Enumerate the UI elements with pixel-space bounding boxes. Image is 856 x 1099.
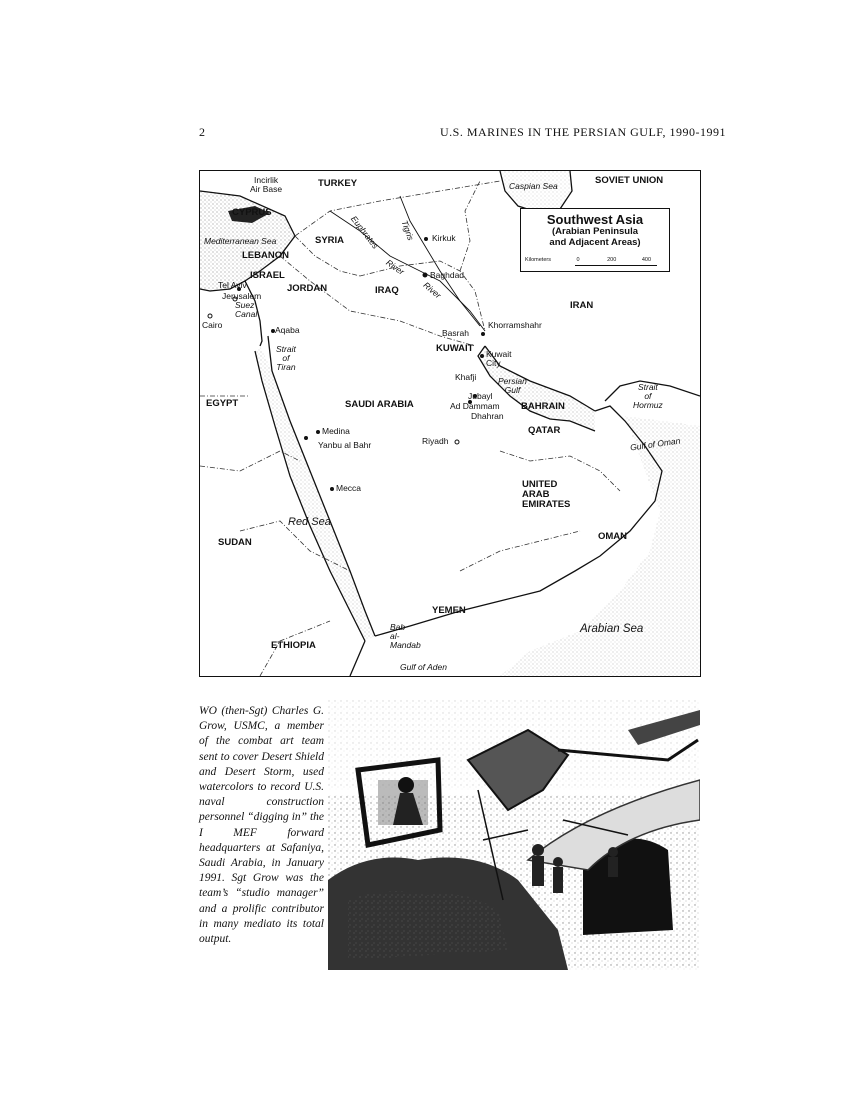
label-khafji: Khafji bbox=[455, 372, 477, 382]
scale-bar bbox=[575, 265, 657, 266]
legend-scale bbox=[525, 257, 651, 263]
southwest-asia-map bbox=[199, 170, 701, 677]
label-yanbu: Yanbu al Bahr bbox=[318, 440, 372, 450]
scale-0: 0 bbox=[576, 257, 580, 263]
label-kuwait: KUWAIT bbox=[436, 343, 474, 354]
label-cairo: Cairo bbox=[202, 320, 223, 330]
legend-title: Southwest Asia bbox=[546, 212, 644, 227]
label-ethiopia: ETHIOPIA bbox=[271, 640, 316, 651]
label-mecca: Mecca bbox=[336, 483, 362, 493]
label-egypt: EGYPT bbox=[206, 398, 239, 409]
label-khorramshahr: Khorramshahr bbox=[488, 320, 542, 330]
label-strait-of-tiran: Strait of Tiran bbox=[276, 344, 296, 372]
running-title: U.S. MARINES IN THE PERSIAN GULF, 1990-1991 bbox=[440, 125, 726, 139]
label-bahrain: BAHRAIN bbox=[521, 401, 565, 412]
label-persian-gulf: Persian Gulf bbox=[498, 376, 527, 395]
label-aqaba: Aqaba bbox=[275, 325, 300, 335]
label-arabian-sea: Arabian Sea bbox=[580, 623, 644, 635]
label-ad-dammam: Ad Dammam bbox=[450, 401, 500, 411]
scale-label: Kilometers bbox=[525, 257, 551, 263]
label-soviet-union: SOVIET UNION bbox=[595, 175, 664, 186]
label-jubayl: Jubayl bbox=[468, 391, 493, 401]
label-israel: ISRAEL bbox=[250, 270, 285, 281]
label-euphrates-river: River bbox=[384, 257, 407, 277]
label-jordan: JORDAN bbox=[287, 283, 328, 294]
label-cyprus: CYPRUS bbox=[232, 207, 272, 218]
label-caspian-sea: Caspian Sea bbox=[509, 181, 558, 191]
label-iran: IRAN bbox=[570, 300, 594, 311]
label-basrah: Basrah bbox=[442, 328, 469, 338]
label-gulf-of-oman: Gulf of Oman bbox=[629, 435, 681, 453]
label-incirlik: Incirlik Air Base bbox=[250, 175, 283, 194]
label-tigris-river: River bbox=[421, 279, 444, 301]
label-baghdad: Baghdad bbox=[430, 270, 465, 280]
label-saudi-arabia: SAUDI ARABIA bbox=[345, 399, 414, 410]
label-gulf-of-aden: Gulf of Aden bbox=[400, 662, 447, 672]
label-riyadh: Riyadh bbox=[422, 436, 449, 446]
page-number: 2 bbox=[199, 125, 205, 139]
label-turkey: TURKEY bbox=[318, 178, 358, 189]
label-oman: OMAN bbox=[598, 531, 628, 542]
scale-200: 200 bbox=[607, 257, 617, 263]
label-euphrates: Euphrates bbox=[348, 213, 381, 251]
legend-subtitle-1: (Arabian Peninsula bbox=[551, 226, 639, 237]
scale-400: 400 bbox=[641, 257, 652, 263]
label-suez-canal: Suez Canal bbox=[235, 300, 258, 319]
label-strait-of-hormuz: Strait of Hormuz bbox=[633, 382, 663, 410]
label-jerusalem: Jerusalem bbox=[222, 291, 262, 301]
label-uae: UNITED ARAB EMIRATES bbox=[522, 479, 571, 510]
label-iraq: IRAQ bbox=[375, 285, 399, 296]
label-kuwait-city: Kuwait City bbox=[486, 349, 512, 368]
label-syria: SYRIA bbox=[315, 235, 345, 246]
label-kirkuk: Kirkuk bbox=[432, 233, 456, 243]
label-tel-aviv: Tel Aviv bbox=[218, 280, 247, 290]
label-mediterranean: Mediterranean Sea bbox=[204, 236, 277, 246]
label-medina: Medina bbox=[322, 426, 350, 436]
label-dhahran: Dhahran bbox=[471, 411, 504, 421]
label-yemen: YEMEN bbox=[432, 605, 466, 616]
label-qatar: QATAR bbox=[528, 425, 561, 436]
map-legend bbox=[520, 208, 670, 272]
label-bab-al-mandab: Bab al- Mandab bbox=[390, 622, 421, 650]
combat-art-illustration bbox=[328, 700, 700, 970]
label-lebanon: LEBANON bbox=[242, 250, 289, 261]
label-sudan: SUDAN bbox=[218, 537, 252, 548]
label-tigris: Tigris bbox=[399, 218, 417, 242]
legend-subtitle-2: and Adjacent Areas) bbox=[549, 236, 641, 248]
label-red-sea: Red Sea bbox=[288, 516, 331, 528]
watercolor-artwork bbox=[328, 700, 700, 970]
photo-caption: WO (then-Sgt) Charles G. Grow, USMC, a member of the combat art team sent to cover Desert Shield and Desert Storm, used watercolors to record U.S. naval construction personnel “digging in” the I MEF forward headquarters at Safaniya, Saudi Arabia, in January 1991. Sgt Grow was the team’s “studio manager” and a prolific contributor in many mediato its total output. bbox=[199, 705, 324, 946]
